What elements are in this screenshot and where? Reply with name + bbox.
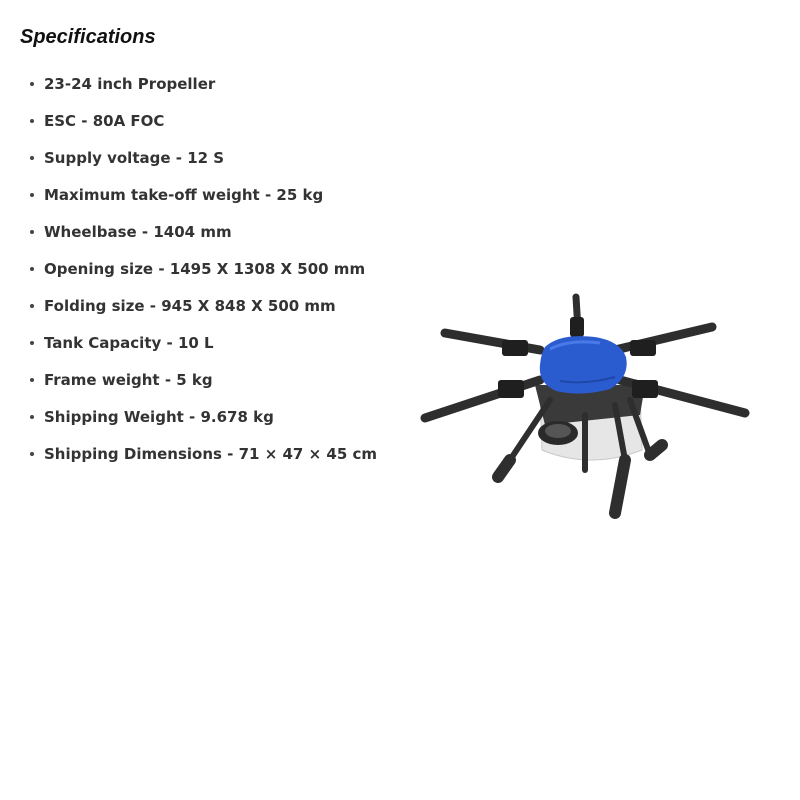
spec-item (30, 183, 377, 220)
spec-item (30, 405, 377, 442)
spec-item (30, 146, 377, 183)
spec-item (30, 294, 377, 331)
spec-text: 23-24 inch Propeller (44, 75, 216, 93)
spec-text: Tank Capacity - 10 L (44, 334, 214, 352)
spec-item (30, 109, 377, 146)
spec-item (30, 257, 377, 294)
drone-illustration (425, 297, 745, 513)
drone-image (410, 285, 760, 535)
bullet-icon (30, 119, 34, 123)
bullet-icon (30, 267, 34, 271)
bullet-icon (30, 452, 34, 456)
bullet-icon (30, 230, 34, 234)
spec-item (30, 331, 377, 368)
spec-text: Shipping Dimensions - 71 × 47 × 45 cm (44, 445, 377, 463)
spec-text: Wheelbase - 1404 mm (44, 223, 232, 241)
bullet-icon (30, 156, 34, 160)
spec-text: Shipping Weight - 9.678 kg (44, 408, 274, 426)
bullet-icon (30, 378, 34, 382)
spec-text: ESC - 80A FOC (44, 112, 165, 130)
bullet-icon (30, 82, 34, 86)
spec-item (30, 442, 377, 479)
spec-text: Opening size - 1495 X 1308 X 500 mm (44, 260, 366, 278)
spec-text: Supply voltage - 12 S (44, 149, 225, 167)
page-title: Specifications (20, 26, 156, 48)
spec-item (30, 72, 377, 109)
spec-list (30, 72, 377, 479)
spec-text: Maximum take-off weight - 25 kg (44, 186, 324, 204)
spec-item (30, 368, 377, 405)
spec-text: Folding size - 945 X 848 X 500 mm (44, 297, 336, 315)
bullet-icon (30, 341, 34, 345)
spec-text: Frame weight - 5 kg (44, 371, 213, 389)
bullet-icon (30, 415, 34, 419)
spec-item (30, 220, 377, 257)
bullet-icon (30, 304, 34, 308)
bullet-icon (30, 193, 34, 197)
